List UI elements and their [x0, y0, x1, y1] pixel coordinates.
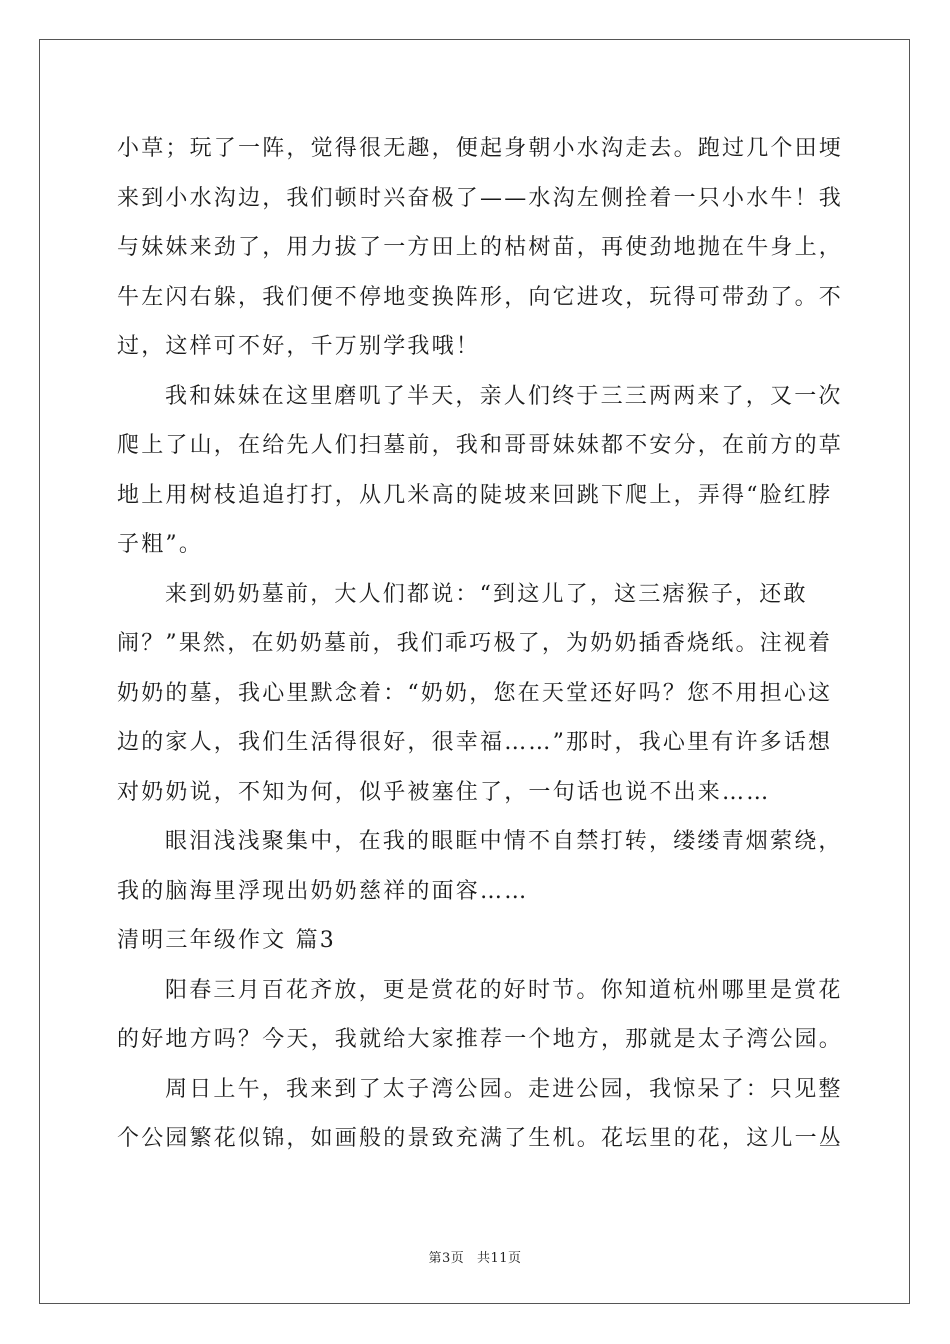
text-line: 小草；玩了一阵，觉得很无趣，便起身朝小水沟走去。跑过几个田埂	[117, 136, 844, 161]
text-line: 我和妹妹在这里磨叽了半天，亲人们终于三三两两来了，又一次	[165, 383, 843, 409]
text-line: 阳春三月百花齐放，更是赏花的好时节。你知道杭州哪里是赏花	[165, 977, 843, 1003]
text-line: 与妹妹来劲了，用力拔了一方田上的枯树苗，再使劲地抛在牛身上，	[117, 235, 844, 260]
text-line: 牛左闪右躲，我们便不停地变换阵形，向它进攻，玩得可带劲了。不	[117, 284, 844, 310]
text-line: 的好地方吗？今天，我就给大家推荐一个地方，那就是太子湾公园。	[117, 1027, 844, 1052]
text-line: 爬上了山，在给先人们扫墓前，我和哥哥妹妹都不安分，在前方的草	[117, 433, 844, 458]
page-total: 共11页	[476, 1251, 522, 1266]
document-body	[117, 124, 844, 1164]
page-number: 第3页	[428, 1251, 465, 1266]
text-line: 地上用树枝追追打打，从几米高的陡坡来回跳下爬上，弄得“脸红脖	[117, 482, 833, 508]
section-heading: 清明三年级作文 篇3	[117, 928, 336, 953]
text-line: 个公园繁花似锦，如画般的景致充满了生机。花坛里的花，这儿一丛	[117, 1126, 844, 1151]
page-footer	[0, 1247, 950, 1266]
text-line: 来到小水沟边，我们顿时兴奋极了——水沟左侧拴着一只小水牛！我	[117, 185, 844, 211]
text-line: 对奶奶说，不知为何，似乎被塞住了，一句话也说不出来……	[117, 779, 771, 805]
text-line: 子粗”。	[117, 532, 204, 557]
text-line: 来到奶奶墓前，大人们都说：“到这儿了，这三痞猴子，还敢	[165, 581, 808, 607]
text-line: 眼泪浅浅聚集中，在我的眼眶中情不自禁打转，缕缕青烟萦绕，	[165, 829, 843, 854]
text-line: 闹？”果然，在奶奶墓前，我们乖巧极了，为奶奶插香烧纸。注视着	[117, 631, 833, 656]
text-line: 我的脑海里浮现出奶奶慈祥的面容……	[117, 878, 529, 904]
text-line: 过，这样可不好，千万别学我哦！	[117, 334, 481, 359]
text-line: 奶奶的墓，我心里默念着：“奶奶，您在天堂还好吗？您不用担心这	[117, 680, 833, 706]
text-line: 边的家人，我们生活得很好，很幸福……”那时，我心里有许多话想	[117, 730, 833, 755]
text-line: 周日上午，我来到了太子湾公园。走进公园，我惊呆了：只见整	[165, 1076, 843, 1102]
